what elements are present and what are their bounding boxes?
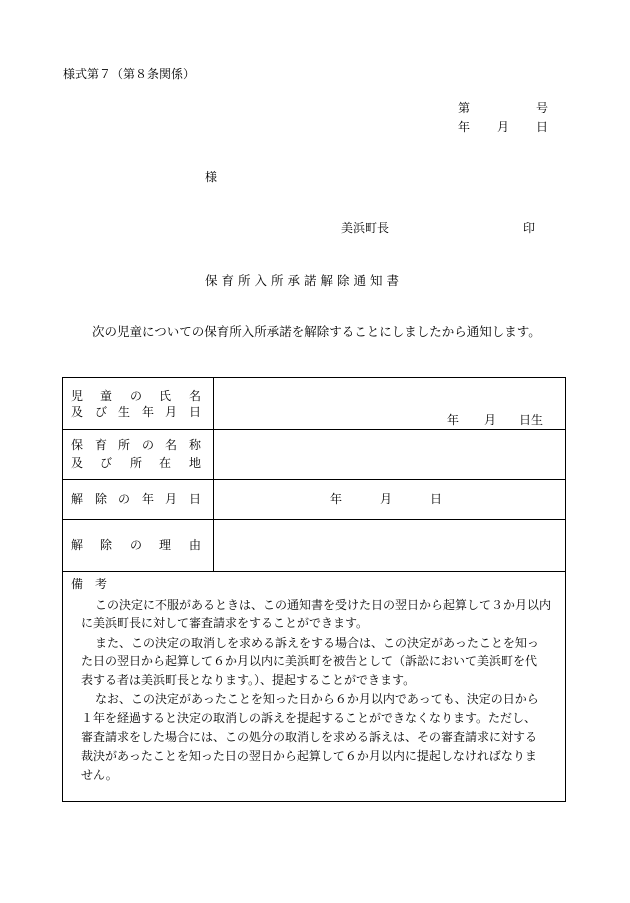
row-reason (63, 519, 565, 572)
number-prefix: 第 (458, 101, 471, 115)
cancel-day: 日 (430, 492, 443, 506)
remarks-section (63, 571, 565, 801)
remarks-title: 備 考 (71, 577, 108, 591)
label-nursery-line1: 保 育 所 の 名 称 (71, 438, 202, 452)
remarks-line: 表する者は美浜町長となります。）、提起することができます。 (81, 673, 416, 687)
label-cell-cancel-date (63, 479, 214, 519)
label-cell-nursery (63, 429, 214, 479)
cancel-year: 年 (330, 492, 343, 506)
birth-year: 年 (447, 413, 460, 427)
form-number: 様式第７（第８条関係） (63, 67, 196, 81)
number-suffix: 号 (536, 101, 549, 115)
remarks-line: なお、この決定があったことを知った日から６か月以内であっても、決定の日から (95, 692, 539, 706)
notice-table (62, 377, 566, 802)
remarks-line: に美浜町長に対して審査請求をすることができます。 (81, 616, 369, 630)
issuer-title: 美浜町長 (341, 221, 390, 235)
remarks-line: 裁決があったことを知った日の翌日から起算して６か月以内に提起しなければなりま (81, 749, 537, 763)
remarks-line: この決定に不服があるときは、この通知書を受けた日の翌日から起算して３か月以内 (95, 598, 552, 612)
label-cell-child (63, 378, 214, 429)
label-cancel-date: 解 除 の 年 月 日 (71, 492, 202, 506)
remarks-line: 審査請求をした場合には、この処分の取消しを求める訴えは、その審査請求に対する (81, 730, 538, 744)
label-cell-reason (63, 519, 214, 571)
addressee-honorific: 様 (205, 170, 218, 184)
seal-mark: 印 (523, 221, 536, 235)
date-day: 日 (536, 120, 549, 134)
row-nursery (63, 429, 565, 480)
date-line (458, 121, 548, 135)
intro-text: 次の児童についての保育所入所承諾を解除することにしましたから通知します。 (92, 324, 541, 339)
remarks-line: た日の翌日から起算して６か月以内に美浜町を被告として（訴訟において美浜町を代 (81, 654, 538, 668)
row-cancel-date (63, 479, 565, 520)
label-child-line2: 及 び 生 年 月 日 (71, 405, 202, 419)
label-child-line1: 児 童 の 氏 名 (71, 389, 202, 403)
cancel-month: 月 (380, 492, 393, 506)
date-year: 年 (458, 120, 471, 134)
remarks-line: せん。 (81, 768, 118, 782)
birth-month: 月 (484, 413, 497, 427)
document-title: 保育所入所承諾解除通知書 (205, 273, 404, 288)
label-reason: 解 除 の 理 由 (71, 538, 202, 552)
document-number-line (458, 102, 548, 116)
row-child (63, 378, 565, 430)
label-nursery-line2: 及 び 所 在 地 (71, 456, 202, 470)
remarks-line: また、この決定の取消しを求める訴えをする場合は、この決定があったことを知っ (95, 636, 539, 650)
remarks-line: １年を経過すると決定の取消しの訴えを提起することができなくなります。ただし、 (81, 711, 537, 725)
date-month: 月 (497, 120, 510, 134)
birth-day: 日生 (519, 413, 544, 427)
